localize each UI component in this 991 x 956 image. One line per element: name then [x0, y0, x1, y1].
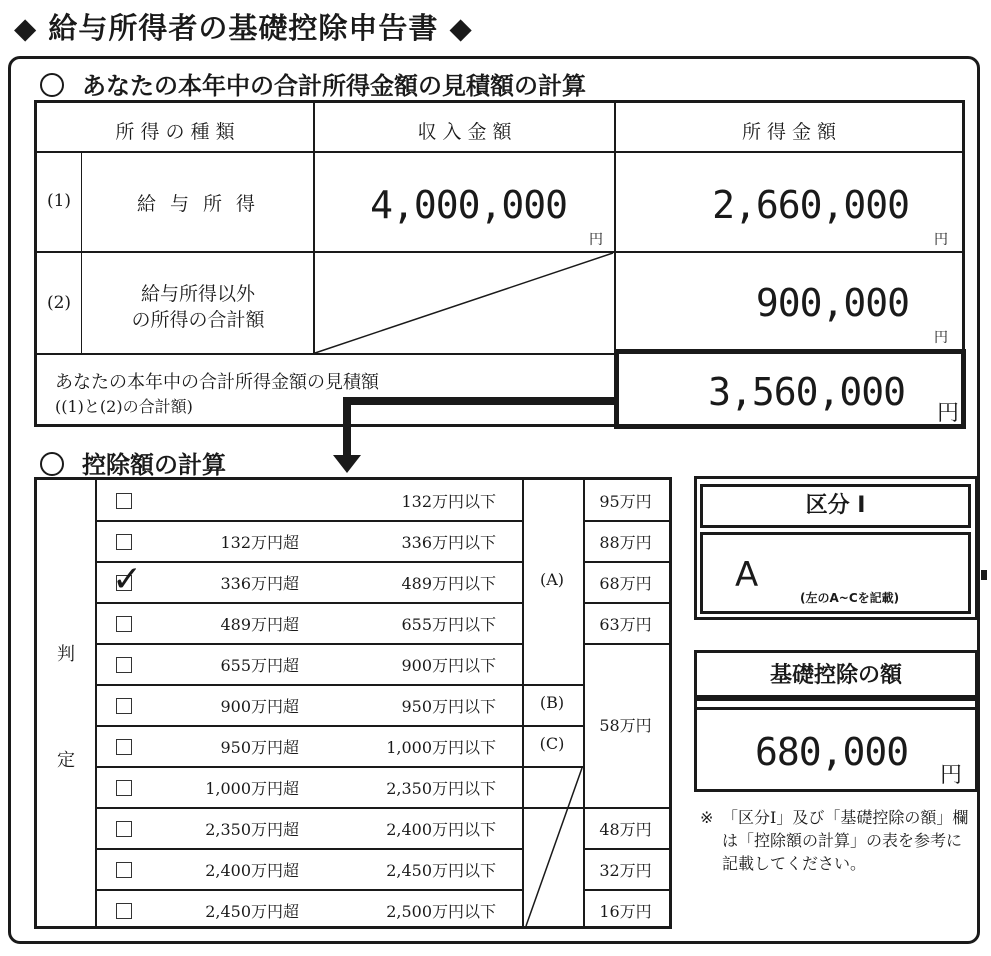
deduction-amount: 32万円	[599, 861, 652, 880]
category-header: 区分 I	[700, 484, 971, 528]
bracket-checkbox[interactable]	[116, 493, 132, 509]
bracket-from: 2,350万円超	[205, 820, 299, 839]
yen-unit: 円	[589, 232, 603, 248]
basic-deduction-value: 680,000	[755, 730, 909, 774]
bracket-to: 655万円以下	[401, 615, 496, 634]
bracket-to: 132万円以下	[401, 492, 496, 511]
header-revenue: 収 入 金 額	[417, 121, 512, 143]
bracket-checkbox[interactable]	[116, 780, 132, 796]
deduction-section-title-text: 控除額の計算	[82, 450, 226, 479]
group-label-b: (B)	[539, 693, 565, 712]
bracket-row	[94, 808, 581, 849]
bracket-from: 489万円超	[220, 615, 299, 634]
bracket-from: 2,450万円超	[205, 902, 299, 921]
bracket-row	[94, 767, 581, 808]
bracket-to: 2,350万円以下	[386, 779, 496, 798]
header-income-amount: 所 得 金 額	[741, 121, 837, 143]
deduction-amount: 48万円	[599, 820, 652, 839]
judge-label: 定	[57, 750, 75, 771]
bracket-from: 2,400万円超	[205, 861, 299, 880]
bracket-checkbox[interactable]	[116, 903, 132, 919]
row-kind-2-line2: の所得の合計額	[131, 309, 265, 331]
header-income-type: 所 得 の 種 類	[115, 121, 235, 143]
group-label-c: (C)	[539, 734, 565, 753]
bracket-row	[94, 521, 581, 562]
checkmark-icon: ✓	[112, 559, 143, 600]
group-label-a: (A)	[539, 570, 565, 589]
bracket-from: 655万円超	[220, 656, 299, 675]
income-section-title	[40, 66, 586, 101]
bracket-checkbox[interactable]	[116, 534, 132, 550]
yen-unit: 円	[937, 401, 960, 426]
basic-deduction-header: 基礎控除の額	[697, 653, 975, 701]
income-section-title-text: あなたの本年中の合計所得金額の見積額の計算	[82, 71, 586, 100]
arrow-connector	[343, 397, 614, 405]
total-income-value: 3,560,000	[708, 370, 905, 414]
total-label-line1: あなたの本年中の合計所得金額の見積額	[55, 372, 379, 393]
bracket-row	[94, 603, 581, 644]
salary-revenue-value: 4,000,000	[370, 183, 567, 227]
bracket-row	[94, 890, 581, 931]
bracket-checkbox[interactable]	[116, 739, 132, 755]
other-income-value: 900,000	[755, 281, 909, 325]
bracket-checkbox[interactable]	[116, 698, 132, 714]
bracket-to: 336万円以下	[401, 533, 496, 552]
bracket-to: 2,400万円以下	[386, 820, 496, 839]
bracket-to: 2,500万円以下	[386, 902, 496, 921]
row-kind-1: 給 与 所 得	[136, 193, 260, 215]
bracket-to: 2,450万円以下	[386, 861, 496, 880]
salary-income-value: 2,660,000	[712, 183, 909, 227]
row-num-2: (2)	[46, 293, 72, 313]
yen-unit: 円	[934, 330, 948, 346]
judge-label: 判	[57, 644, 75, 665]
yen-unit: 円	[934, 232, 948, 248]
row-num-1: (1)	[46, 191, 72, 211]
row-kind-2-line1: 給与所得以外	[140, 283, 255, 305]
bracket-from: 336万円超	[220, 574, 299, 593]
footnote-text: 「区分Ⅰ」及び「基礎控除の額」欄は「控除額の計算」の表を参考に記載してください。	[722, 808, 969, 873]
bracket-to: 950万円以下	[401, 697, 496, 716]
bracket-from: 132万円超	[220, 533, 299, 552]
arrow-down-icon	[333, 455, 361, 473]
deduction-amount: 95万円	[599, 492, 652, 511]
bracket-checkbox[interactable]	[116, 657, 132, 673]
deduction-amount: 63万円	[599, 615, 652, 634]
bracket-checkbox[interactable]	[116, 862, 132, 878]
bracket-row	[94, 726, 581, 767]
deduction-section-title	[40, 445, 226, 480]
bracket-to: 900万円以下	[401, 656, 496, 675]
bracket-row	[94, 685, 581, 726]
bracket-row	[94, 562, 581, 603]
bracket-from: 950万円超	[220, 738, 299, 757]
circle-bullet-icon	[40, 73, 64, 97]
category-value: A	[735, 555, 759, 595]
deduction-amount: 88万円	[599, 533, 652, 552]
bracket-from: 900万円超	[220, 697, 299, 716]
bracket-checkbox[interactable]	[116, 616, 132, 632]
document-title: ◆ 給与所得者の基礎控除申告書 ◆	[14, 11, 473, 45]
edge-tick	[981, 570, 987, 580]
yen-unit: 円	[940, 763, 963, 788]
footnote-mark: ※	[700, 808, 714, 827]
deduction-amount: 68万円	[599, 574, 652, 593]
bracket-row	[94, 480, 581, 521]
total-label-line2: ((1)と(2)の合計額)	[55, 397, 193, 416]
bracket-from: 1,000万円超	[205, 779, 299, 798]
category-note: (左のA~Cを記載)	[800, 591, 900, 605]
arrow-connector	[343, 397, 351, 455]
diagonal-slash	[313, 251, 615, 355]
bracket-row	[94, 849, 581, 890]
deduction-amount: 58万円	[599, 716, 652, 735]
bracket-to: 489万円以下	[401, 574, 496, 593]
total-income-box	[614, 349, 966, 429]
deduction-amount: 16万円	[599, 902, 652, 921]
circle-bullet-icon	[40, 452, 64, 476]
bracket-row	[94, 644, 581, 685]
bracket-checkbox[interactable]	[116, 821, 132, 837]
bracket-to: 1,000万円以下	[386, 738, 496, 757]
